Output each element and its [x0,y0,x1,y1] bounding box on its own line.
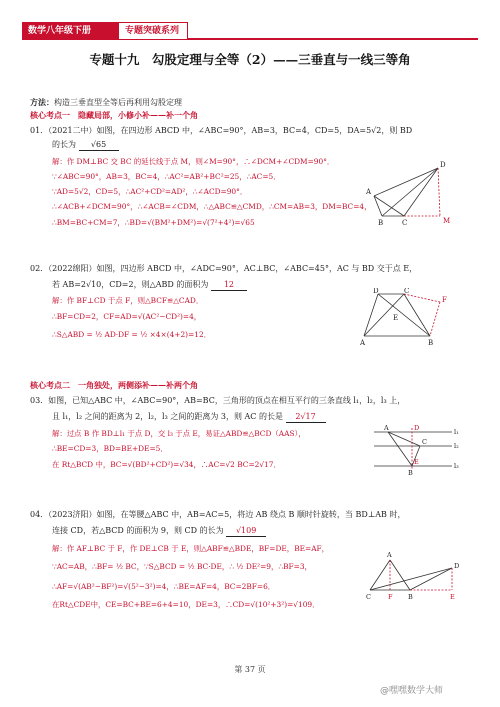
watermark: @嘿嘿数学大师 [380,686,444,696]
q04-sol-2: ∵AC=AB，∴BF= ½ BC，∵S△BCD = ½ BC·DE，∴ ½ DE²=9，∴BF=3， [52,562,312,571]
q04-fig-label-f: F [388,593,393,601]
q01-line2 [52,140,119,151]
q02-line2 [52,280,247,291]
q01-sol-4: ∴∠ACB+∠DCM=90°，∴∠ACB=∠CDM，∴△ABC≌△CMD，∴CM=AB=3，DM=BC=4， [52,202,372,211]
page-number: 第 37 页 [234,665,266,674]
method-text: 构造三垂直型全等后再利用勾股定理 [54,98,182,107]
header-rule [188,38,478,40]
q03-fig-label-c: C [422,438,427,446]
q03-fig-label-d: D [414,424,420,432]
q03-fig-label-l1: l₁ [454,428,459,436]
series-tab: 专题突破系列 [118,22,188,40]
q03-fig-label-a: A [384,424,389,432]
q04-line2-text: 连接 CD，若△BCD 的面积为 9，则 CD 的长为 [52,526,224,535]
q04-figure [364,540,464,606]
q03-line2 [52,412,326,423]
key-point-1: 核心考点一 隐藏局部，小修小补——补一个角 [30,110,198,120]
q03-figure [372,424,460,480]
q03-fig-label-l3: l₃ [454,462,459,470]
q04-line2 [52,526,266,537]
q01-fig-label-d: D [440,161,446,169]
q01-sol-1: 解：作 DM⊥BC 交 BC 的延长线于点 M，则∠M=90°，∴∠DCM+∠CDM=90°． [52,157,335,166]
q02-fig-label-b: B [428,339,434,347]
q01-fig-label-a: A [366,188,372,196]
q03-fig-label-b: B [408,469,413,477]
q03-sol-3: 在 Rt△BCD 中，BC=√(BD²+CD²)=√34，∴AC=√2 BC=2√17． [52,460,281,469]
q01-fig-label-m: M [443,217,451,225]
series-label: 数学八年级下册 [22,22,118,40]
q04-answer: √109 [226,526,266,537]
q04-sol-3: ∴AF=√(AB²−BF²)=√(5²−3²)=4，∴BE=AF=4，BC=2BF=6． [52,582,276,591]
q01-fig-label-b: B [378,219,384,227]
q02-fig-label-e: E [393,314,399,322]
q02-answer: 12 [211,280,247,291]
q02-sol-1: 解：作 BF⊥CD 于点 F，则△BCF≌△CAD． [52,296,204,305]
q01-line1: 01．（2021二中）如图，在四边形 ABCD 中，∠ABC=90°，AB=3，BC=4，CD=5，DA=5√2，则 BD [30,126,413,135]
method-line [30,97,182,108]
q04-line1: 04．（2023济阳）如图，在等腰△ABC 中，AB=AC=5，将边 AB 绕点 B 顺时针旋转，当 BD⊥AB 时， [30,510,406,519]
q04-sol-1: 解：作 AF⊥BC 于 F，作 DE⊥CB 于 E，则△ABF≌△BDE，BF=DE，BE=AF， [52,544,330,553]
q02-fig-label-d: D [373,288,379,295]
q01-line2-text: 的长为 [52,140,76,149]
key-point-2: 核心考点二 一角独处，两侧添补——补两个角 [30,380,198,390]
q03-fig-label-l2: l₂ [454,442,459,450]
method-label: 方法： [30,97,54,107]
q02-fig-label-c: C [404,288,410,295]
q01-sol-3: ∵AD=5√2，CD=5，∴AC²+CD²=AD²，∴∠ACD=90°． [52,187,248,196]
q03-sol-1: 解：过点 B 作 BD⊥l₁ 于点 D，交 l₃ 于点 E，易证△ABD≌△BCD（AAS）， [52,429,306,438]
q03-fig-label-e: E [414,458,419,466]
q04-fig-label-b: B [408,593,413,601]
q02-figure [360,288,456,348]
page-title: 专题十九 勾股定理与全等（2）——三垂直与一线三等角 [89,52,411,67]
q02-sol-2: ∴BF=CD=2，CF=AD=√(AC²−CD²)=4， [52,312,202,321]
q03-answer: 2√17 [286,412,326,423]
q04-fig-label-e: E [450,593,455,601]
q04-fig-label-d: D [454,562,460,570]
q01-sol-2: ∵∠ABC=90°，AB=3，BC=4，∴AC²=AB²+BC²=25，∴AC=5． [52,172,281,181]
q04-sol-4: 在Rt△CDE中，CE=BC+BE=6+4=10，DE=3，∴CD=√(10²+3²)=√109． [52,600,320,609]
q03-sol-2: ∴BE=CD=3，BD=BE+DE=5． [52,444,168,453]
q02-sol-3: ∴S△ABD = ½ AD·DF = ½ ×4×(4+2)=12． [52,330,212,339]
q02-line1: 02．（2022绵阳）如图，四边形 ABCD 中，∠ADC=90°，AC⊥BC，∠ABC=45°，AC 与 BD 交于点 E， [30,264,418,273]
q03-line1: 03．如图，已知△ABC 中，∠ABC=90°，AB=BC，三角形的顶点在相互平行的三条直线 l₁，l₂，l₃ 上， [30,396,406,405]
q01-figure [364,158,458,228]
q04-fig-label-c: C [366,593,371,601]
q01-fig-label-c: C [402,219,408,227]
q02-fig-label-f: F [442,296,447,304]
q02-fig-label-a: A [360,339,366,347]
q02-line2-text: 若 AB=2√10，CD=2，则△ABD 的面积为 [52,280,209,289]
q01-answer: √65 [79,140,119,151]
q01-sol-5: ∴BM=BC+CM=7，∴BD=√(BM²+DM²)=√(7²+4²)=√65 [52,218,255,227]
q03-line2-text: 且 l₁，l₂ 之间的距离为 2，l₂，l₃ 之间的距离为 3，则 AC 的长是 [52,412,283,421]
q04-fig-label-a: A [387,551,392,559]
page-header [22,22,478,40]
